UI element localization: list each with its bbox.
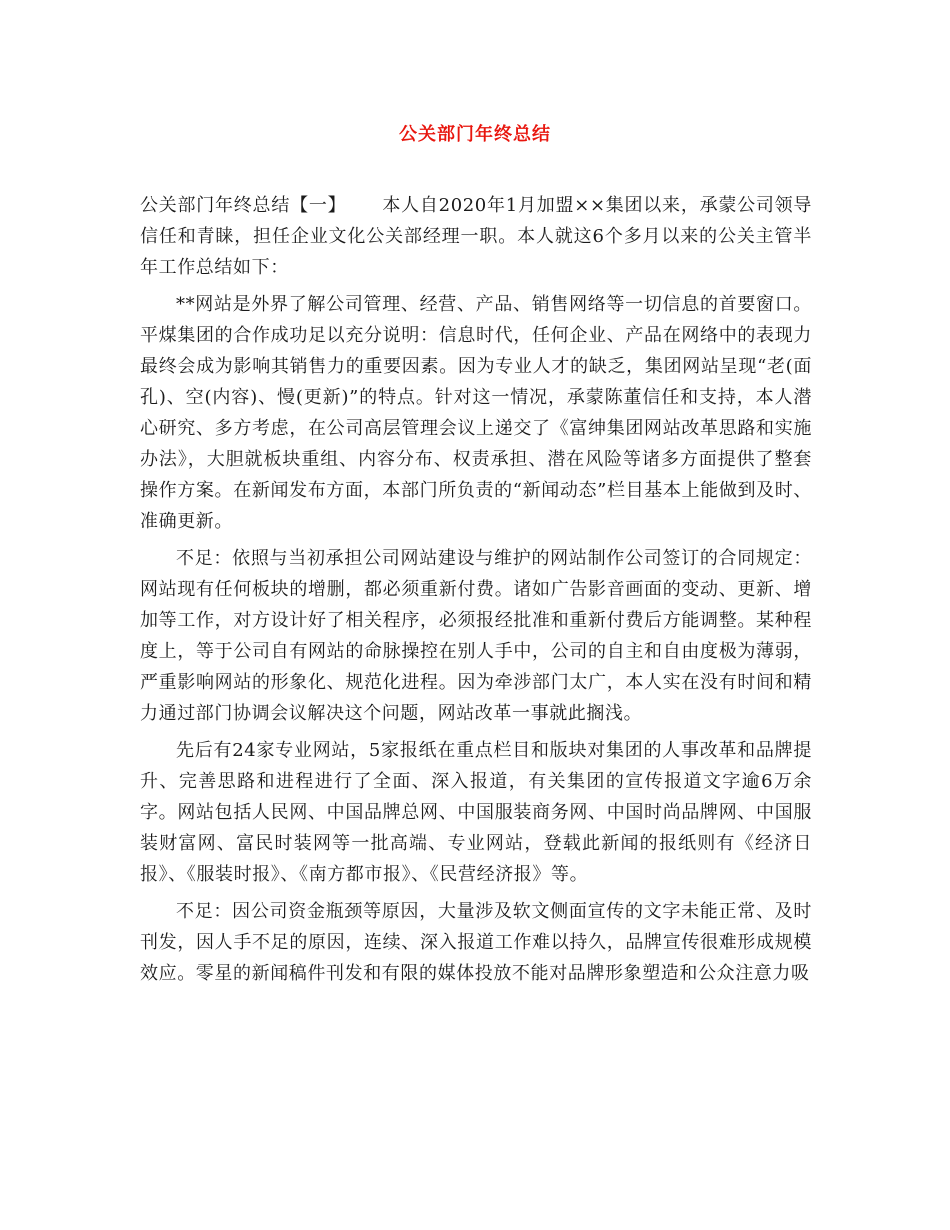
section-heading: 公关部门年终总结【一】 <box>140 195 347 216</box>
document-title: 公关部门年终总结 <box>399 124 551 145</box>
paragraph-4: 先后有24家专业网站，5家报纸在重点栏目和版块对集团的人事改革和品牌提升、完善思路和进程进行了全面、深入报道，有关集团的宣传报道文字逾6万余字。网站包括人民网、中国品牌总网、中国服装商务网、中国时尚品牌网、中国服装财富网、富民时装网等一批高端、专业网站，登载此新闻的报纸则有《经济日报》、《服装时报》、《南方都市报》、《民营经济报》等。 <box>140 740 812 885</box>
paragraph-3: 不足：依照与当初承担公司网站建设与维护的网站制作公司签订的合同规定：网站现有任何板块的增删，都必须重新付费。诸如广告影音画面的变动、更新、增加等工作，对方设计好了相关程序，必须报经批准和重新付费后方能调整。某种程度上，等于公司自有网站的命脉操控在别人手中，公司的自主和自由度极为薄弱，严重影响网站的形象化、规范化进程。因为牵涉部门太广，本人实在没有时间和精力通过部门协调会议解决这个问题，网站改革一事就此搁浅。 <box>140 548 812 724</box>
paragraph-1-text: 本人自2020年1月加盟××集团以来，承蒙公司领导信任和青睐，担任企业文化公关部经理一职。本人就这6个多月以来的公关主管半年工作总结如下： <box>140 195 812 278</box>
paragraph-2: **网站是外界了解公司管理、经营、产品、销售网络等一切信息的首要窗口。平煤集团的合作成功足以充分说明：信息时代，任何企业、产品在网络中的表现力最终会成为影响其销售力的重要因素。因为专业人才的缺乏，集团网站呈现“老(面孔)、空(内容)、慢(更新)”的特点。针对这一情况，承蒙陈董信任和支持，本人潜心研究、多方考虑，在公司高层管理会议上递交了《富绅集团网站改革思路和实施办法》，大胆就板块重组、内容分布、权责承担、潜在风险等诸多方面提供了整套操作方案。在新闻发布方面，本部门所负责的“新闻动态”栏目基本上能做到及时、准确更新。 <box>140 294 812 532</box>
paragraph-1 <box>140 190 812 283</box>
document-body <box>140 190 812 995</box>
paragraph-5: 不足：因公司资金瓶颈等原因，大量涉及软文侧面宣传的文字未能正常、及时刊发，因人手不足的原因，连续、深入报道工作难以持久，品牌宣传很难形成规模效应。零星的新闻稿件刊发和有限的媒体投放不能对品牌形象塑造和公众注意力吸 <box>140 901 812 984</box>
